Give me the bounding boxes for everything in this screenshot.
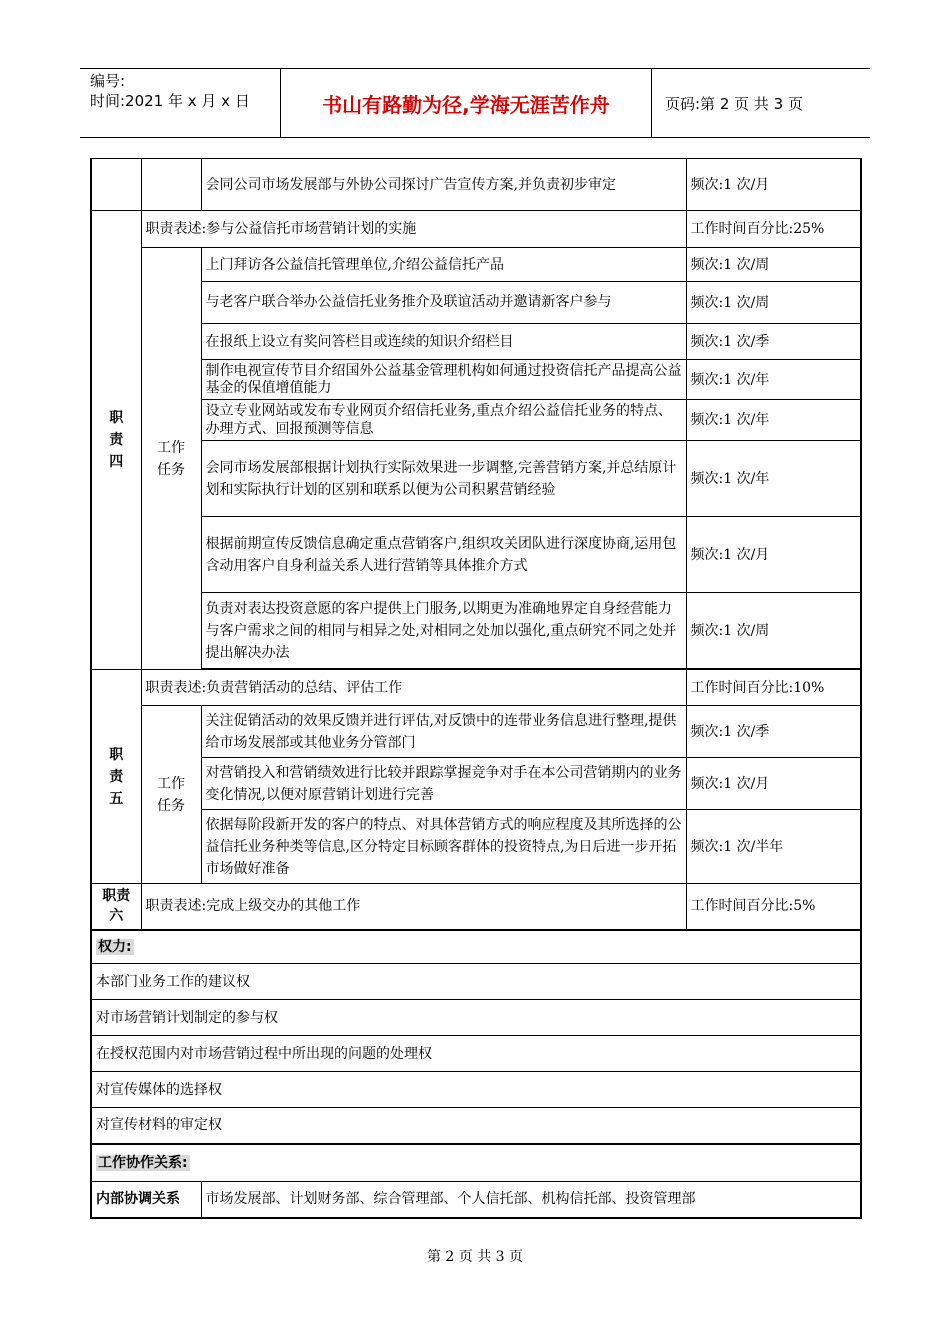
- list-item: [91, 1072, 861, 1108]
- section-header-row: [91, 930, 861, 964]
- task-text: 依据每阶段新开发的客户的特点、对具体营销方式的响应程度及其所选择的公益信托业务种类等信息,区分特定目标顾客群体的投资特点,为日后进一步开拓市场做好准备: [201, 810, 686, 884]
- section-header-row: [91, 1144, 861, 1182]
- task-frequency: 频次:1 次/季: [686, 324, 861, 360]
- table-row: [91, 360, 861, 400]
- duty-row: [91, 211, 861, 248]
- internal-coordination-value: 市场发展部、计划财务部、综合管理部、个人信托部、机构信托部、投资管理部: [201, 1182, 861, 1218]
- duty-row: [91, 670, 861, 706]
- table-row: [91, 159, 861, 211]
- task-label: 工作 任务: [141, 248, 201, 670]
- task-text: 与老客户联合举办公益信托业务推介及联谊活动并邀请新客户参与: [201, 282, 686, 324]
- duty-label-5: 职 责 五: [91, 670, 141, 884]
- task-frequency: 频次:1 次/季: [686, 706, 861, 758]
- task-text: 在报纸上设立有奖问答栏目或连续的知识介绍栏目: [201, 324, 686, 360]
- time-percent: 工作时间百分比:10%: [686, 670, 861, 706]
- task-frequency: 频次:1 次/周: [686, 282, 861, 324]
- table-row: [91, 758, 861, 810]
- table-row: [91, 400, 861, 441]
- task-label-cell-empty: [141, 159, 201, 211]
- task-frequency: 频次:1 次/年: [686, 441, 861, 517]
- duty-description: 职责表述:负责营销活动的总结、评估工作: [141, 670, 686, 706]
- duty-description: 职责表述:完成上级交办的其他工作: [141, 884, 686, 930]
- list-item: [91, 1000, 861, 1036]
- authority-item: 对宣传媒体的选择权: [91, 1072, 861, 1108]
- authority-item: 本部门业务工作的建议权: [91, 964, 861, 1000]
- task-text: 会同市场发展部根据计划执行实际效果进一步调整,完善营销方案,并总结原计划和实际执行计划的区别和联系以便为公司积累营销经验: [201, 441, 686, 517]
- task-frequency: 频次:1 次/月: [686, 517, 861, 593]
- list-item: [91, 1036, 861, 1072]
- authority-title: 权力:: [91, 930, 861, 964]
- header-left: [90, 71, 250, 111]
- list-item: [91, 964, 861, 1000]
- table-row: [91, 593, 861, 669]
- task-frequency: 频次:1 次/周: [686, 248, 861, 282]
- time-percent: 工作时间百分比:5%: [686, 884, 861, 930]
- page-footer: 第 2 页 共 3 页: [426, 1249, 524, 1265]
- time-label: 时间:2021 年 x 月 x 日: [90, 92, 250, 110]
- table-row: [91, 1182, 861, 1218]
- duty-row: [91, 884, 861, 930]
- authority-item: 在授权范围内对市场营销过程中所出现的问题的处理权: [91, 1036, 861, 1072]
- task-label: 工作 任务: [141, 706, 201, 884]
- task-text: 根据前期宣传反馈信息确定重点营销客户,组织攻关团队进行深度协商,运用包含动用客户自身利益关系人进行营销等具体推介方式: [201, 517, 686, 593]
- header-page-label: 页码:第 2 页 共 3 页: [665, 95, 803, 113]
- table-row: [91, 324, 861, 360]
- duty-cell-empty: [91, 159, 141, 211]
- table-row: [91, 517, 861, 593]
- list-item: [91, 1108, 861, 1144]
- task-text: 会同公司市场发展部与外协公司探讨广告宣传方案,并负责初步审定: [201, 159, 686, 211]
- duty-label-4: 职 责 四: [91, 211, 141, 670]
- time-percent: 工作时间百分比:25%: [686, 211, 861, 248]
- task-frequency: 频次:1 次/年: [686, 360, 861, 400]
- task-frequency: 频次:1 次/月: [686, 159, 861, 211]
- task-text: 对营销投入和营销绩效进行比较并跟踪掌握竞争对手在本公司营销期内的业务变化情况,以便对原营销计划进行完善: [201, 758, 686, 810]
- duty-label-6: 职责 六: [91, 884, 141, 930]
- table-row: [91, 441, 861, 517]
- task-frequency: 频次:1 次/半年: [686, 810, 861, 884]
- duty-table: [90, 158, 862, 1219]
- collaboration-title: 工作协作关系:: [91, 1144, 861, 1182]
- authority-item: 对宣传材料的审定权: [91, 1108, 861, 1144]
- task-text: 设立专业网站或发布专业网页介绍信托业务,重点介绍公益信托业务的特点、办理方式、回报预测等信息: [201, 400, 686, 441]
- task-text: 负责对表达投资意愿的客户提供上门服务,以期更为准确地界定自身经营能力与客户需求之间的相同与相异之处,对相同之处加以强化,重点研究不同之处并提出解决办法: [201, 593, 686, 669]
- task-frequency: 频次:1 次/年: [686, 400, 861, 441]
- header-motto: 书山有路勤为径,学海无涯苦作舟: [280, 69, 652, 137]
- table-row: [91, 706, 861, 758]
- table-row: [91, 282, 861, 324]
- table-row: [91, 810, 861, 884]
- page-header: [80, 68, 870, 138]
- duty-description: 职责表述:参与公益信托市场营销计划的实施: [141, 211, 686, 248]
- task-text: 制作电视宣传节目介绍国外公益基金管理机构如何通过投资信托产品提高公益基金的保值增值能力: [201, 360, 686, 400]
- number-label: 编号:: [90, 72, 126, 90]
- table-row: [91, 248, 861, 282]
- task-frequency: 频次:1 次/周: [686, 593, 861, 669]
- task-text: 上门拜访各公益信托管理单位,介绍公益信托产品: [201, 248, 686, 282]
- authority-item: 对市场营销计划制定的参与权: [91, 1000, 861, 1036]
- internal-coordination-label: 内部协调关系: [91, 1182, 201, 1218]
- task-text: 关注促销活动的效果反馈并进行评估,对反馈中的连带业务信息进行整理,提供给市场发展部或其他业务分管部门: [201, 706, 686, 758]
- task-frequency: 频次:1 次/月: [686, 758, 861, 810]
